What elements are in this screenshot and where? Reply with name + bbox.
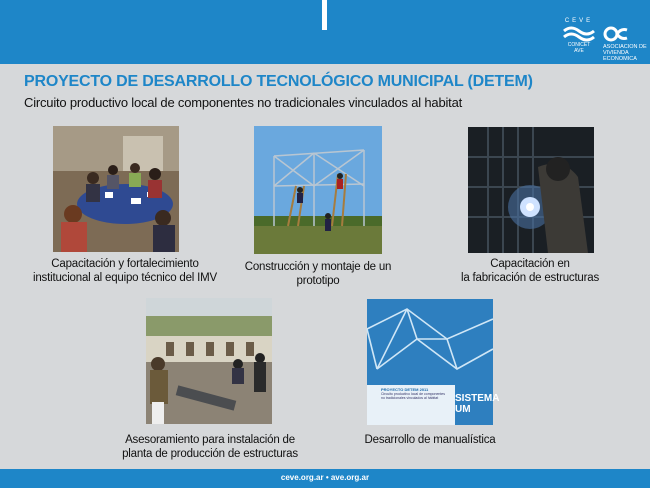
plant-site-image bbox=[146, 298, 272, 424]
caption-structure-training bbox=[440, 257, 620, 285]
caption-line: Capacitación y fortalecimiento bbox=[51, 258, 199, 270]
caption-line: Asesoramiento para instalación de bbox=[125, 434, 295, 446]
manual-cover-line: no tradicionales vinculados al hábitat bbox=[381, 396, 439, 400]
manual-cover-line: Circuito productivo local de componentes bbox=[381, 392, 446, 396]
meeting-photo bbox=[53, 126, 179, 252]
caption-prototype-construction bbox=[228, 260, 408, 288]
manual-cover-heading: PROYECTO DETEM 2011 bbox=[381, 387, 429, 392]
construction-photo bbox=[254, 126, 382, 254]
ceve-logo-letters: CEVE bbox=[564, 18, 594, 24]
page-subtitle: Circuito productivo local de componentes no tradicionales vinculados al habitat bbox=[24, 95, 463, 110]
ave-logo-text: ASOCIACION DE VIVIENDA ECONOMICA bbox=[603, 44, 647, 62]
caption-line: Construcción y montaje de un bbox=[244, 261, 392, 273]
construction-image bbox=[254, 126, 382, 254]
caption-manuals bbox=[340, 433, 520, 447]
manual-cover-brand: SISTEMA UM bbox=[455, 393, 500, 415]
caption-line: la fabricación de estructuras bbox=[460, 272, 600, 284]
ave-wave-icon bbox=[603, 26, 631, 42]
ceve-logo-ave: AVE bbox=[574, 48, 584, 54]
caption-institutional-training bbox=[20, 257, 230, 285]
ceve-logo bbox=[560, 18, 598, 60]
ceve-wave-icon bbox=[562, 26, 596, 42]
manual-cover-text bbox=[381, 387, 461, 400]
ave-logo bbox=[603, 18, 647, 60]
footer-links: ceve.org.ar • ave.org.ar bbox=[280, 473, 370, 482]
plant-site-photo bbox=[146, 298, 272, 424]
caption-plant-advisory bbox=[105, 433, 315, 461]
caption-line: prototipo bbox=[296, 275, 340, 287]
ceve-logo-conicet: CONICET bbox=[567, 42, 591, 48]
caption-line: Desarrollo de manualística bbox=[364, 434, 496, 446]
caption-line: Capacitación en bbox=[490, 258, 570, 270]
welding-image bbox=[468, 127, 594, 253]
welding-photo bbox=[468, 127, 594, 253]
meeting-image bbox=[53, 126, 179, 252]
caption-line: planta de producción de estructuras bbox=[122, 448, 298, 460]
caption-line: institucional al equipo técnico del IMV bbox=[33, 272, 217, 284]
page-title: PROYECTO DE DESARROLLO TECNOLÓGICO MUNICIPAL (DETEM) bbox=[24, 73, 533, 90]
header-tick-mark bbox=[322, 0, 327, 30]
